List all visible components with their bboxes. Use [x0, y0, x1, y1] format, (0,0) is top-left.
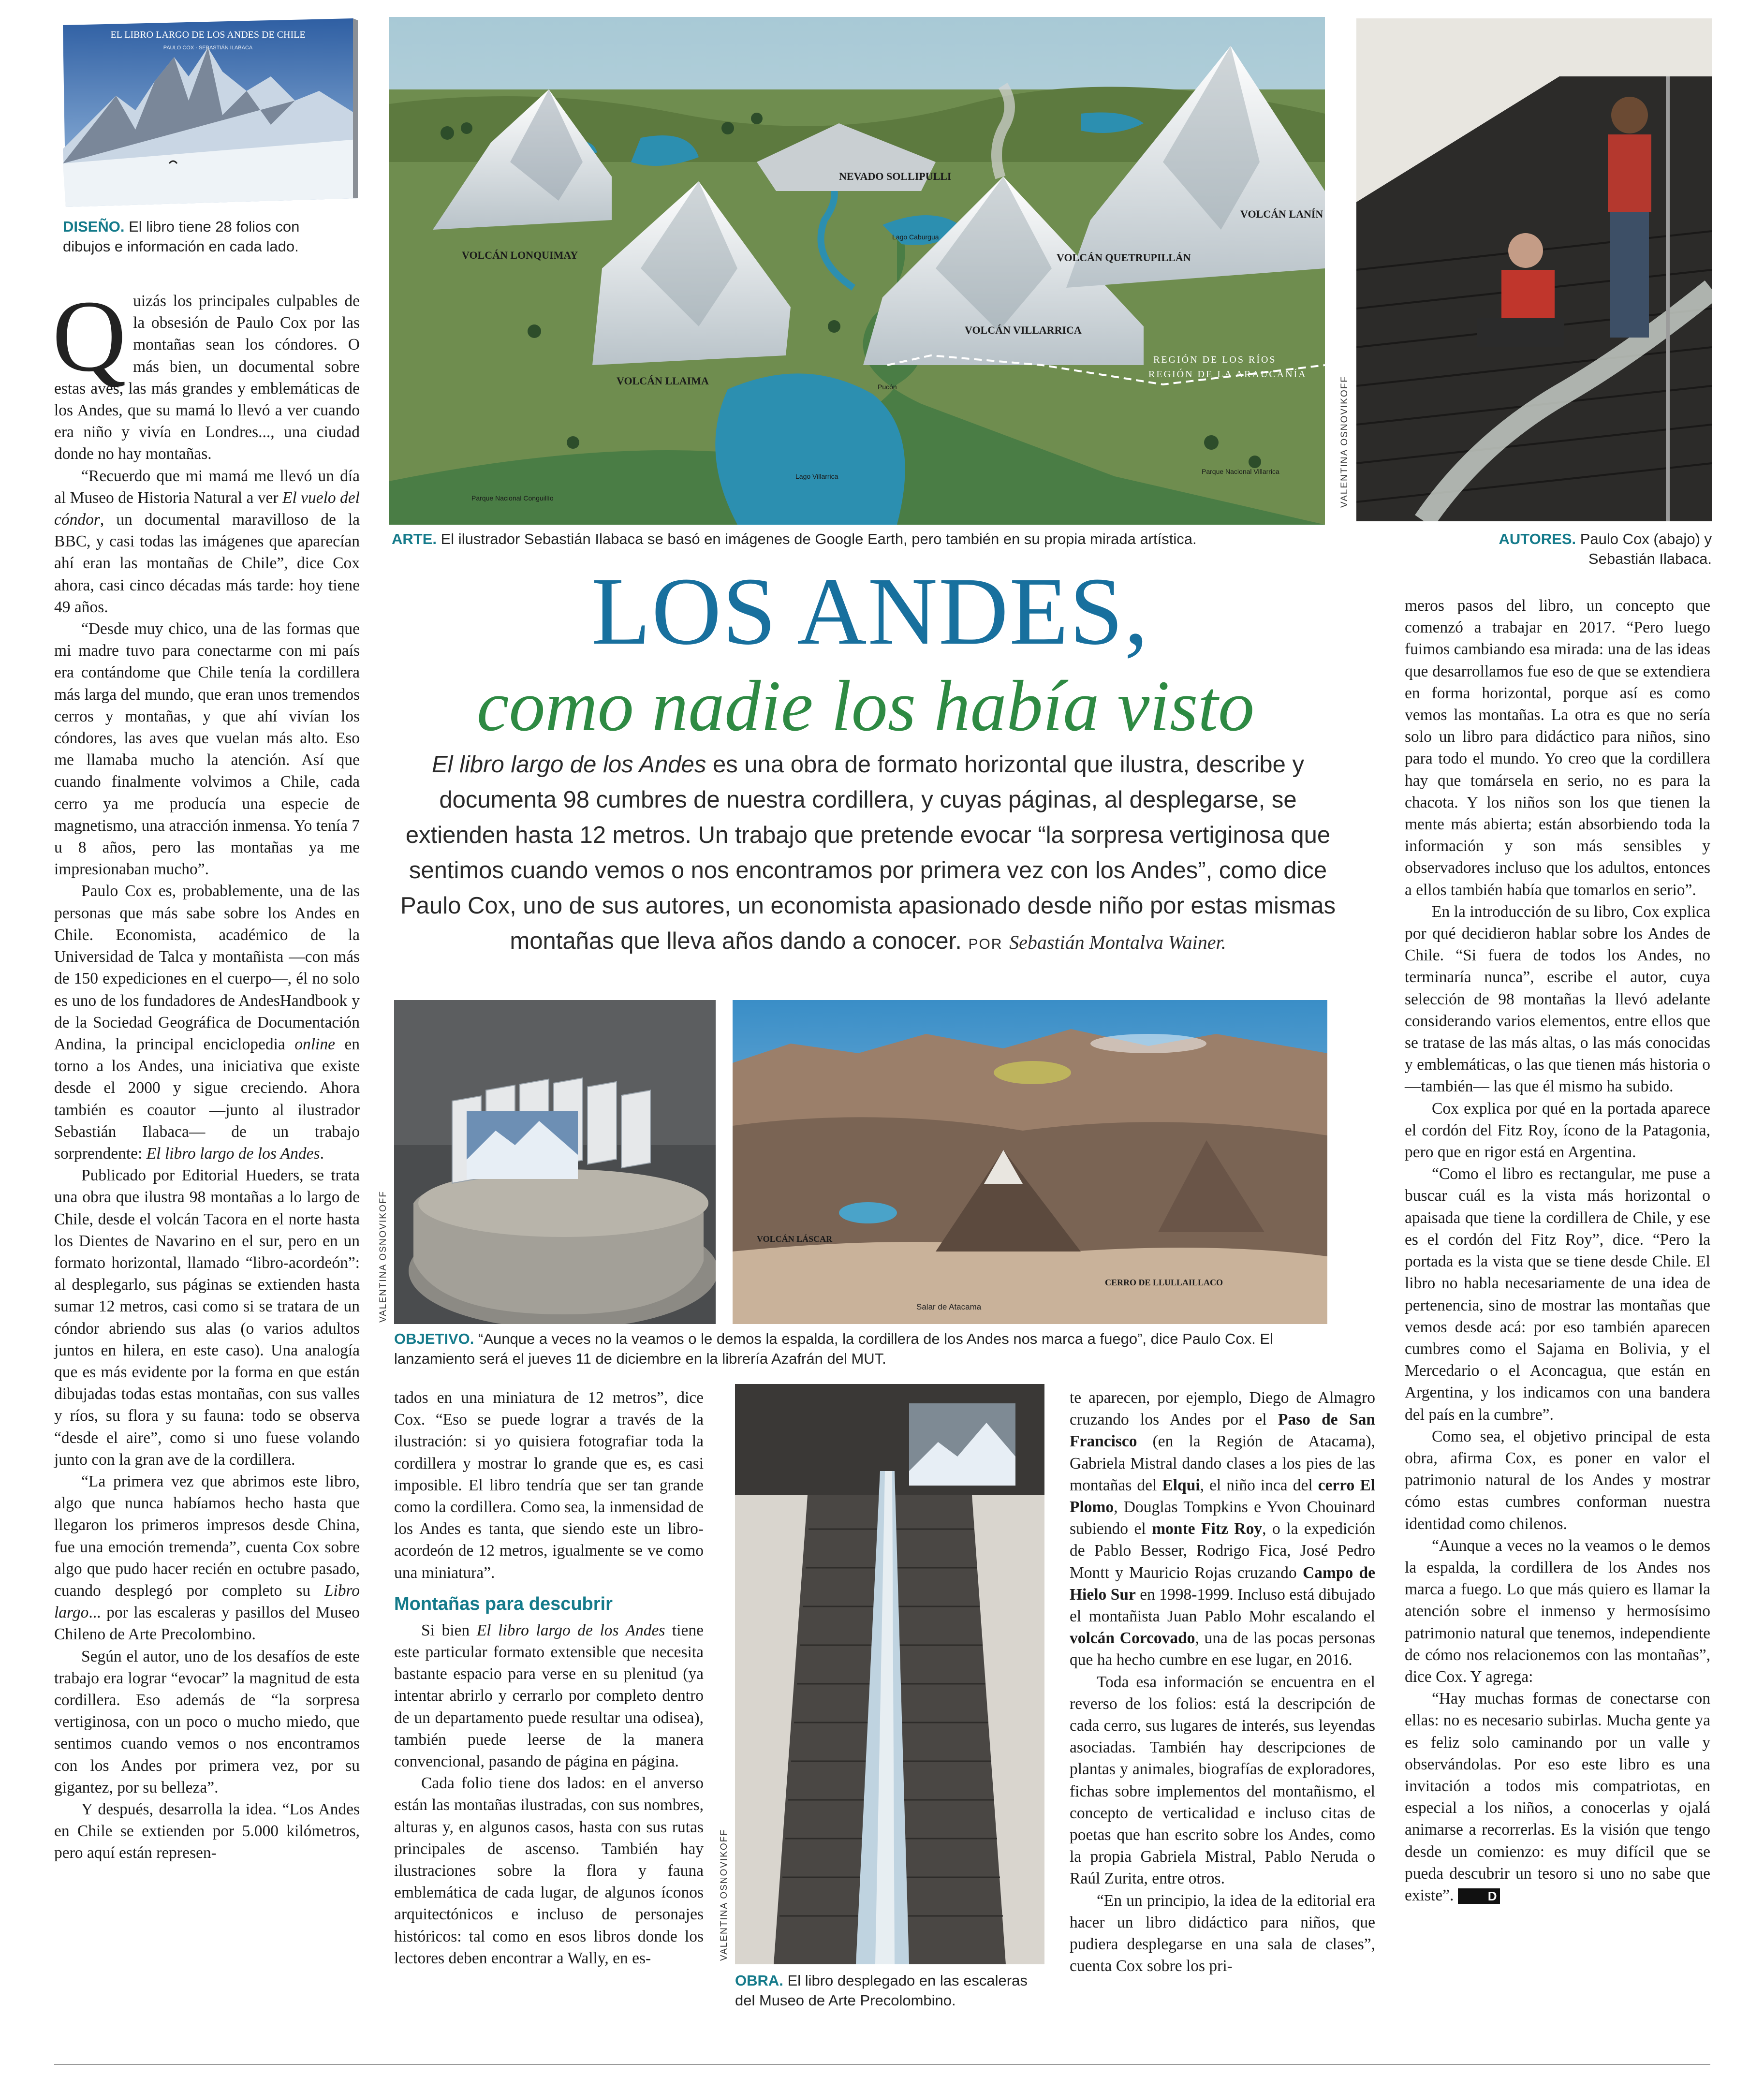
caption-arte-text: El ilustrador Sebastián Ilabaca se basó en imágenes de Google Earth, pero también en su propia mirada artística.: [441, 530, 1197, 547]
caption-objetivo-label: OBJETIVO.: [394, 1330, 474, 1347]
objetivo-photo-credit: VALENTINA OSNOVIKOFF: [378, 1191, 388, 1323]
col3-paragraph-3: “En un principio, la idea de la editorial era hacer un libro didáctico para niños, que pudiera desplegarse en una sala de clases”, cuenta Cox sobre los pri-: [1070, 1891, 1375, 1975]
col2-paragraph-2: Si bien El libro largo de los Andes tiene este particular formato extensible que necesita bastante espacio para verse en su plenitud (ya intentar abrirlo y cerrarlo por completo dentro de un departamento puede resultar una odisea), también puede leerse de la manera convencional, pasando de página en página.: [394, 1621, 704, 1771]
autores-photo: [1356, 18, 1712, 521]
col4-paragraph-1: meros pasos del libro, un concepto que comenzó a trabajar en 2017. “Pero luego fuimos cambiando esa mirada: una de las ideas que desarrollamos fue eso de que se extendiera en forma horizontal, porque así es como vemos las montañas. La otra es que no sería solo un libro para didáctico para niños, sino para todo el mundo. Yo creo que la cordillera hay que tomársela en serio, no es para la chacota. Y los niños son los que tienen la mente más abierta; están absorbiendo toda la información y son más sensibles y observadores incluso que los adultos, entonces a ellos también había que tomarlos en serio”.: [1405, 597, 1710, 899]
col1-paragraph-8: Y después, desarrolla la idea. “Los Andes en Chile se extienden por 5.000 kilómetros, pero aquí están represen-: [54, 1800, 360, 1862]
caption-obra-text: El libro desplegado en las escaleras del Museo de Arte Precolombino.: [735, 1972, 1028, 2009]
byline-por: POR: [968, 936, 1003, 952]
map2-label-llullaillaco: CERRO DE LLULLAILLACO: [1105, 1278, 1223, 1287]
article-column-4: [1405, 595, 1710, 1906]
caption-diseno: [63, 217, 334, 256]
map-label-sollipulli: NEVADO SOLLIPULLI: [839, 170, 952, 182]
caption-arte-label: ARTE.: [392, 530, 437, 547]
map-label-region-araucania: REGIÓN DE LA ARAUCANÍA: [1148, 369, 1307, 380]
caption-autores: [1489, 529, 1712, 569]
article-column-1: [52, 279, 360, 1864]
bottom-rule: [54, 2064, 1710, 2065]
autores-photo-credit: VALENTINA OSNOVIKOFF: [1339, 376, 1350, 508]
map-label-pn-conguillio: Parque Nacional Conguillío: [471, 494, 554, 502]
map-label-lanin: VOLCÁN LANÍN: [1240, 208, 1323, 220]
col3-paragraph-1: te aparecen, por ejemplo, Diego de Almagro cruzando los Andes por el Paso de San Francisco (en la Región de Atacama), Gabriela Mistral dando clases a los pies de las montañas del Elqui, el niño inca del cerro El Plomo, Douglas Tompkins e Yvon Chouinard subiendo el monte Fitz Roy, o la expedición de Pablo Besser, Rodrigo Fica, José Pedro Montt y Mauricio Rojas cruzando Campo de Hielo Sur en 1998-1999. Incluso está dibujado el montañista Juan Pablo Mohr escalando el volcán Corcovado, una de las pocas personas que ha hecho cumbre en ese lugar, en 2016.: [1070, 1389, 1376, 1669]
map-label-quetrupillan: VOLCÁN QUETRUPILLÁN: [1057, 251, 1191, 264]
book-cover-photo: [63, 18, 358, 207]
map-label-villarrica: VOLCÁN VILLARRICA: [965, 324, 1082, 336]
article-column-3: [1070, 1387, 1375, 1977]
end-mark-icon: D: [1458, 1888, 1500, 1904]
map2-label-salar: Salar de Atacama: [916, 1302, 982, 1311]
deck-text: es una obra de formato horizontal que ilustra, describe y documenta 98 cumbres de nuestra cordillera, y cuyas páginas, al desplegarse, se extienden hasta 12 metros. Un trabajo que pretende evocar “la sorpresa vertiginosa que sentimos cuando vemos o nos encontramos por primera vez con los Andes”, como dice Paulo Cox, uno de sus autores, un economista apasionado desde niño por estas mismas montañas que lleva años dando a conocer.: [400, 751, 1336, 954]
map-label-lago-caburgua: Lago Caburgua: [892, 233, 939, 241]
col1-paragraph-5: Publicado por Editorial Hueders, se trata una obra que ilustra 98 montañas a lo largo de Chile, desde el volcán Tacora en el norte hasta los Dientes de Navarino en el sur, pero en un formato horizontal, llamado “libro-acordeón”: al desplegarlo, sus páginas se extienden hasta sumar 12 metros, casi como si se tratara de un cóndor abriendo sus alas (o varios adultos juntos en hilera, en este caso). Una analogía que es más evidente por la forma en que están dibujadas todas estas montañas, con sus valles y ríos, su flora y su fauna: todo se observa “desde el aire”, como si uno fuese volando junto con la gran ave de la cordillera.: [54, 1166, 360, 1469]
obra-photo-credit: VALENTINA OSNOVIKOFF: [719, 1829, 729, 1961]
caption-obra: [735, 1971, 1044, 2010]
book-cover-title: EL LIBRO LARGO DE LOS ANDES DE CHILE: [110, 29, 306, 40]
objetivo-photo-atacama-map: [733, 1000, 1327, 1324]
col2-paragraph-1: tados en una miniatura de 12 metros”, dice Cox. “Eso se puede lograr a través de la ilustración: si yo quisiera fotografiar toda la cordillera y mostrar lo grande que es, es casi imposible. El libro tendría que ser tan grande como la cordillera. Como sea, la inmensidad de los Andes es tanta, que siendo este un libro-acordeón de 12 metros, igualmente se ve como una miniatura”.: [394, 1389, 704, 1582]
col4-paragraph-6: “Aunque a veces no la veamos o le demos la espalda, la cordillera de los Andes nos marca a fuego. Lo que más quiero es llamar la atención sobre el inmenso y hermosísimo patrimonio natural que tenemos, independiente de cómo nos relacionemos con las montañas”, dice Cox. Y agrega:: [1405, 1536, 1710, 1686]
col4-paragraph-4: “Como el libro es rectangular, me puse a buscar cuál es la vista más horizontal o apaisada que tiene la cordillera de Chile, y ese es el cordón del Fitz Roy”, dice. “Pero la portada es la vista que se tiene desde Chile. El libro no habla necesariamente de una idea de pertenencia, sino de mostrar las montañas que vemos desde acá: por eso también aparecen cumbres como el Sajama en Bolivia, y el Mercedario o el Aconcagua, que están en Argentina, y los indicamos con una bandera del país en la cumbre”.: [1405, 1165, 1710, 1424]
book-cover-authors: PAULO COX · SEBASTIÁN ILABACA: [163, 45, 253, 51]
caption-autores-label: AUTORES.: [1499, 530, 1576, 547]
map-label-pn-villarrica: Parque Nacional Villarrica: [1202, 468, 1279, 475]
map-label-llaima: VOLCÁN LLAIMA: [617, 375, 709, 387]
map2-label-lascar: VOLCÁN LÁSCAR: [757, 1234, 833, 1244]
caption-objetivo-text: “Aunque a veces no la veamos o le demos la espalda, la cordillera de los Andes nos marca a fuego”, dice Paulo Cox. El lanzamiento será el jueves 11 de diciembre en la librería Azafrán del MUT.: [394, 1330, 1273, 1367]
col1-paragraph-2: “Recuerdo que mi mamá me llevó un día al Museo de Historia Natural a ver El vuelo del cóndor, un documental maravilloso de la BBC, y casi todas las imágenes que aparecían ahí eran las montañas de Chile”, dice Cox ahora, casi cinco décadas más tarde: hoy tiene 49 años.: [54, 467, 360, 616]
subhead-montanas: Montañas para descubrir: [394, 1593, 613, 1614]
caption-diseno-label: DISEÑO.: [63, 218, 125, 235]
col1-paragraph-1: Quizás los principales culpables de la obsesión de Paulo Cox por las montañas sean los cóndores. O más bien, un documental sobre estas aves, las más grandes y emblemáticas de los Andes, que su mamá lo llevó a ver cuando era niño y vivía en Londres..., una ciudad donde no hay montañas.: [52, 279, 360, 463]
objetivo-photo-book-on-stone: [394, 1000, 716, 1324]
caption-objetivo: [394, 1329, 1327, 1369]
byline-author: Sebastián Montalva Wainer.: [1009, 931, 1226, 953]
caption-autores-text: Paulo Cox (abajo) y Sebastián Ilabaca.: [1580, 530, 1712, 567]
col1-paragraph-3: “Desde muy chico, una de las formas que mi madre tuvo para conectarme con mi país era contándome que Chile tenía la cordillera más larga del mundo, que eran unos tremendos cerros y montañas, y que ahí vivían los cóndores, las aves que vuelan más alto. Eso me llamaba mucho la atención. Así que cuando finalmente volvimos a Chile, cada cerro ya me producía una especie de magnetismo, una atracción inmensa. Yo tenía 7 u 8 años, pero las montañas ya me impresionaban mucho”.: [54, 620, 360, 879]
col4-paragraph-2: En la introducción de su libro, Cox explica por qué decidieron hablar sobre los Andes de Chile. “Si fuera de todos los Andes, no terminaría nunca”, escribe el autor, cuya selección de 98 montañas la llevó adelante considerando varios elementos, entre ellos que se tratase de las más altas, o las más conocidas y emblemáticas, o las que tienen más historia o —también— las que él mismo ha subido.: [1405, 902, 1710, 1096]
map-label-pucon: Pucón: [878, 383, 897, 391]
caption-obra-label: OBRA.: [735, 1972, 783, 1989]
col1-paragraph-7: Según el autor, uno de los desafíos de este trabajo era lograr “evocar” la magnitud de esta cordillera. Eso además de “la sorpresa vertiginosa, con un poco o mucho miedo, que sentimos cuando vemos o nos encontramos con los Andes por primera vez, por su gigantez, por su belleza”.: [54, 1647, 360, 1796]
arte-map-illustration: [389, 17, 1325, 525]
col4-paragraph-5: Como sea, el objetivo principal de esta obra, afirma Cox, es poner en valor el patrimonio natural de los Andes y mostrar cómo estas cumbres conforman nuestra identidad como chilenos.: [1405, 1427, 1710, 1533]
obra-photo-staircase: [735, 1384, 1044, 1964]
headline-title: LOS ANDES,: [591, 558, 1149, 665]
col2-paragraph-3: Cada folio tiene dos lados: en el anverso están las montañas ilustradas, con sus nombres, alturas y, en algunos casos, hasta con sus rutas principales de ascenso. También hay ilustraciones sobre la flora y fauna emblemática de cada lugar, de algunos íconos arquitectónicos e incluso de personajes históricos: tal como en esos libros donde los lectores deben encontrar a Wally, en es-: [394, 1774, 704, 1967]
caption-arte: [392, 529, 1325, 549]
col1-paragraph-4: Paulo Cox es, probablemente, una de las personas que más sabe sobre los Andes en Chile. Economista, académico de la Universidad de Talca y montañista —con más de 150 expediciones en el cuerpo—, él no solo es uno de los fundadores de AndesHandbook y de la Sociedad Geográfica de Documentación Andina, la principal enciclopedia online en torno a los Andes, una iniciativa que existe desde el 2000 y sigue creciendo. Ahora también es coautor —junto al ilustrador Sebastián Ilabaca— de un trabajo sorprendente: El libro largo de los Andes.: [54, 882, 360, 1163]
deck-book-title: El libro largo de los Andes: [431, 751, 706, 778]
map-label-lonquimay: VOLCÁN LONQUIMAY: [462, 249, 578, 261]
article-column-2: [394, 1387, 704, 1969]
map-label-region-rios: REGIÓN DE LOS RÍOS: [1153, 354, 1277, 365]
caption-diseno-text: El libro tiene 28 folios con dibujos e información en cada lado.: [63, 218, 300, 255]
map-label-lago-villarrica: Lago Villarrica: [795, 472, 838, 480]
col4-paragraph-3: Cox explica por qué en la portada aparece el cordón del Fitz Roy, ícono de la Patagonia, pero que en rigor está en Argentina.: [1405, 1099, 1710, 1162]
drop-cap: Q: [52, 279, 127, 393]
col3-paragraph-2: Toda esa información se encuentra en el reverso de los folios: está la descripción de cada cerro, sus lugares de interés, sus leyendas asociadas. También hay descripciones de plantas y animales, biografías de exploradores, fichas sobre implementos del montañismo, el concepto de verticalidad e incluso citas de poetas que han escrito sobre los Andes, como la propia Gabriela Mistral, Pablo Neruda o Raúl Zurita, entre otros.: [1070, 1673, 1375, 1888]
col4-paragraph-7: “Hay muchas formas de conectarse con ellas: no es necesario subirlas. Mucha gente ya es feliz solo caminando por un valle y observándolas. Por eso este libro es una invitación a todos mis compatriotas, en especial a los niños, a conocerlas y ojalá animarse a recorrerlas. Es la visión que tengo desde un comienzo: es muy difícil que se pueda descubrir un tesoro si uno no sabe que existe”. D: [1405, 1690, 1710, 1904]
headline-deck: [387, 747, 1349, 962]
col1-paragraph-6: “La primera vez que abrimos este libro, algo que nunca habíamos hecho hasta que llegaron los primeros impresos desde China, fue una emoción tremenda”, cuenta Cox sobre algo que pudo hacer recién en octubre pasado, cuando desplegó por completo su Libro largo... por las escaleras y pasillos del Museo Chileno de Arte Precolombino.: [54, 1472, 360, 1644]
headline-subtitle: como nadie los había visto: [476, 666, 1255, 746]
